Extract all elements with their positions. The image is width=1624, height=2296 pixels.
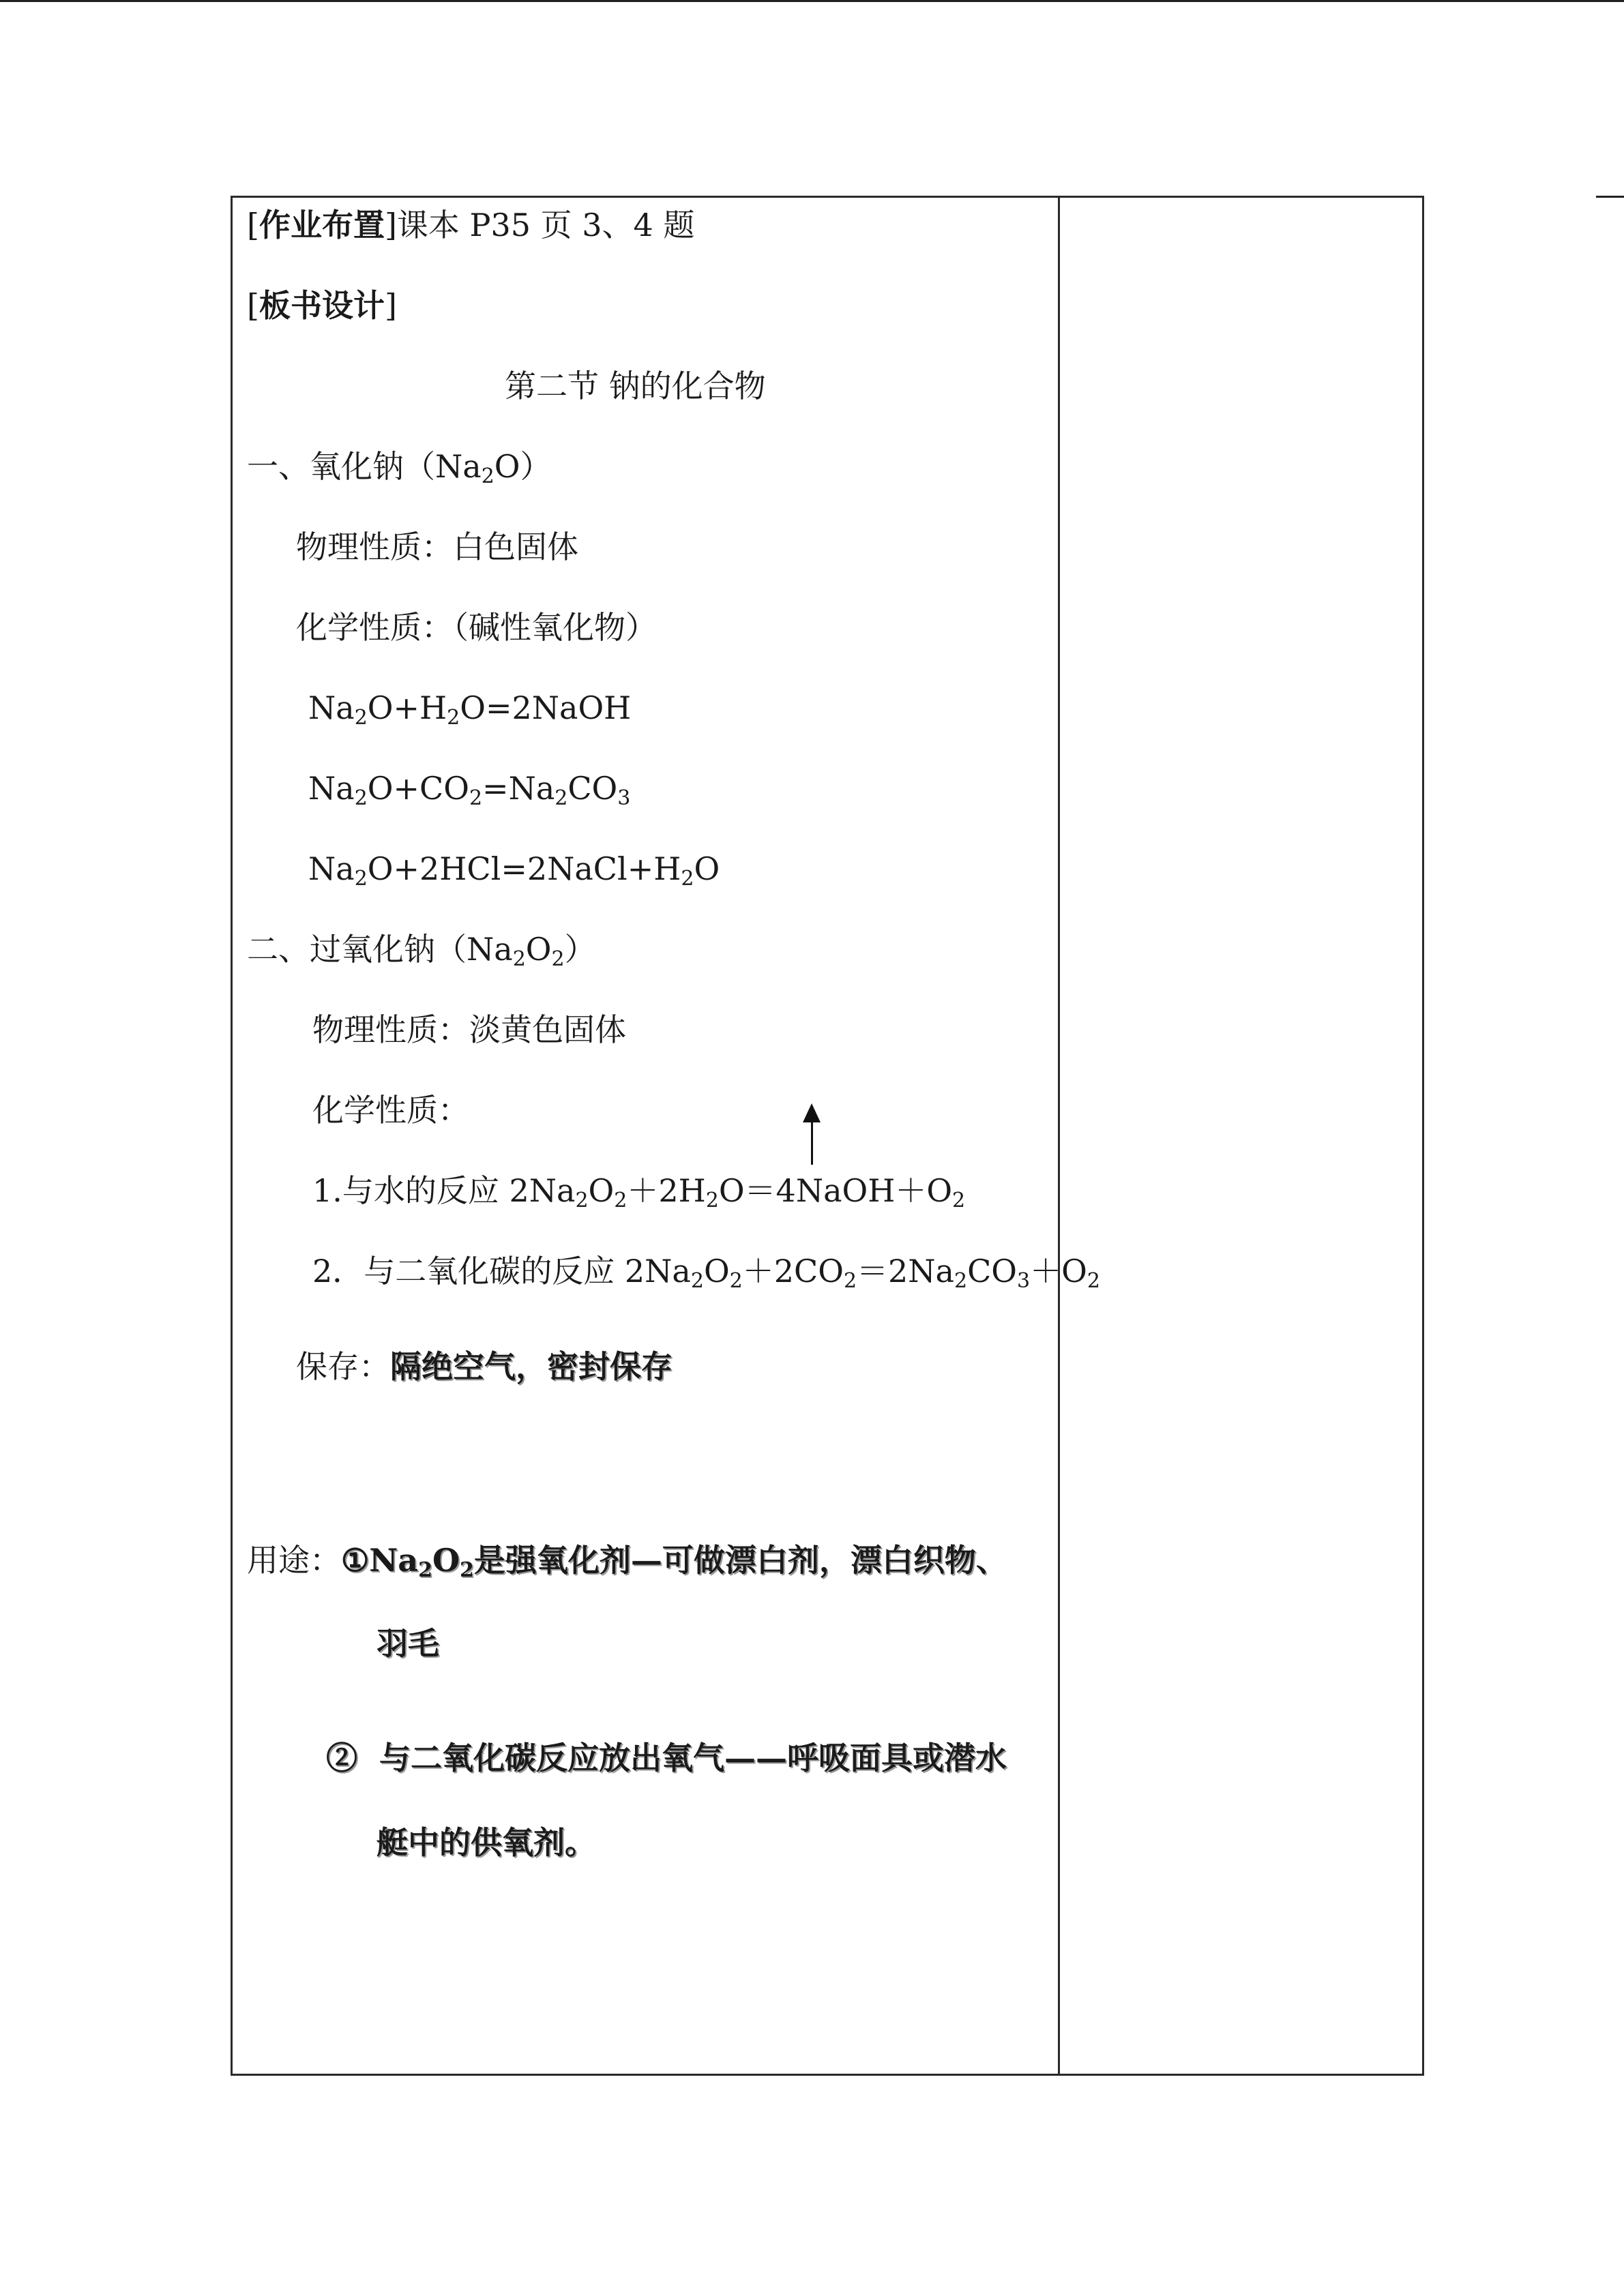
na2o-physical: 物理性质：白色固体 [296, 528, 578, 565]
homework-text: 课本 P35 页 3、4 题 [396, 207, 695, 243]
section-title: 第二节 钠的化合物 [505, 368, 766, 404]
na2o2-use-2: ② 与二氧化碳反应放出氧气——呼吸面具或潜水 [326, 1740, 1007, 1776]
na2o2-storage: 保存：隔绝空气，密封保存 [296, 1348, 673, 1385]
na2o-chemical: 化学性质：（碱性氧化物） [296, 609, 657, 646]
page-top-border [0, 0, 1624, 2]
edge-mark [1596, 196, 1624, 198]
na2o-equation-hcl: $Na_2O+2HCl=2NaCl+H_2O$ [308, 850, 720, 891]
na2o-equation-co2: $Na_2O+CO_2=Na_2CO_3$ [308, 770, 631, 810]
homework-label: 作业布置 [259, 207, 385, 243]
na2o2-physical: 物理性质：淡黄色固体 [312, 1011, 626, 1048]
na2o-equation-water: $Na_2O+H_2O=2NaOH$ [308, 689, 632, 730]
homework-line: [作业布置]课本 P35 页 3、4 题 [247, 207, 695, 243]
na2o2-use-2-continued: 艇中的供氧剂。 [377, 1824, 596, 1861]
na2o2-chemical: 化学性质： [312, 1092, 469, 1129]
na2o-heading: 一、氧化钠$(Na_2O)$ [247, 448, 552, 488]
na2o2-reaction-water: 1.与水的反应 $2Na_2O_2+2H_2O=4NaOH+O_2$ [312, 1172, 966, 1212]
column-divider [1058, 198, 1060, 2074]
na2o2-use-1-continued: 羽毛 [377, 1625, 439, 1662]
na2o2-reaction-co2: 2．与二氧化碳的反应 $2Na_2O_2+2CO_2=2Na_2CO_3+O_2$ [312, 1253, 1100, 1293]
board-design-line: [板书设计] [247, 287, 397, 324]
board-design-label: 板书设计 [259, 287, 385, 324]
na2o2-use-1: 用途：$①Na_2O_2$是强氧化剂—可做漂白剂，漂白织物、 [247, 1542, 1007, 1582]
gas-release-arrow-icon [810, 1103, 814, 1165]
na2o2-heading: 二、过氧化钠$(Na_2O_2)$ [247, 931, 596, 971]
